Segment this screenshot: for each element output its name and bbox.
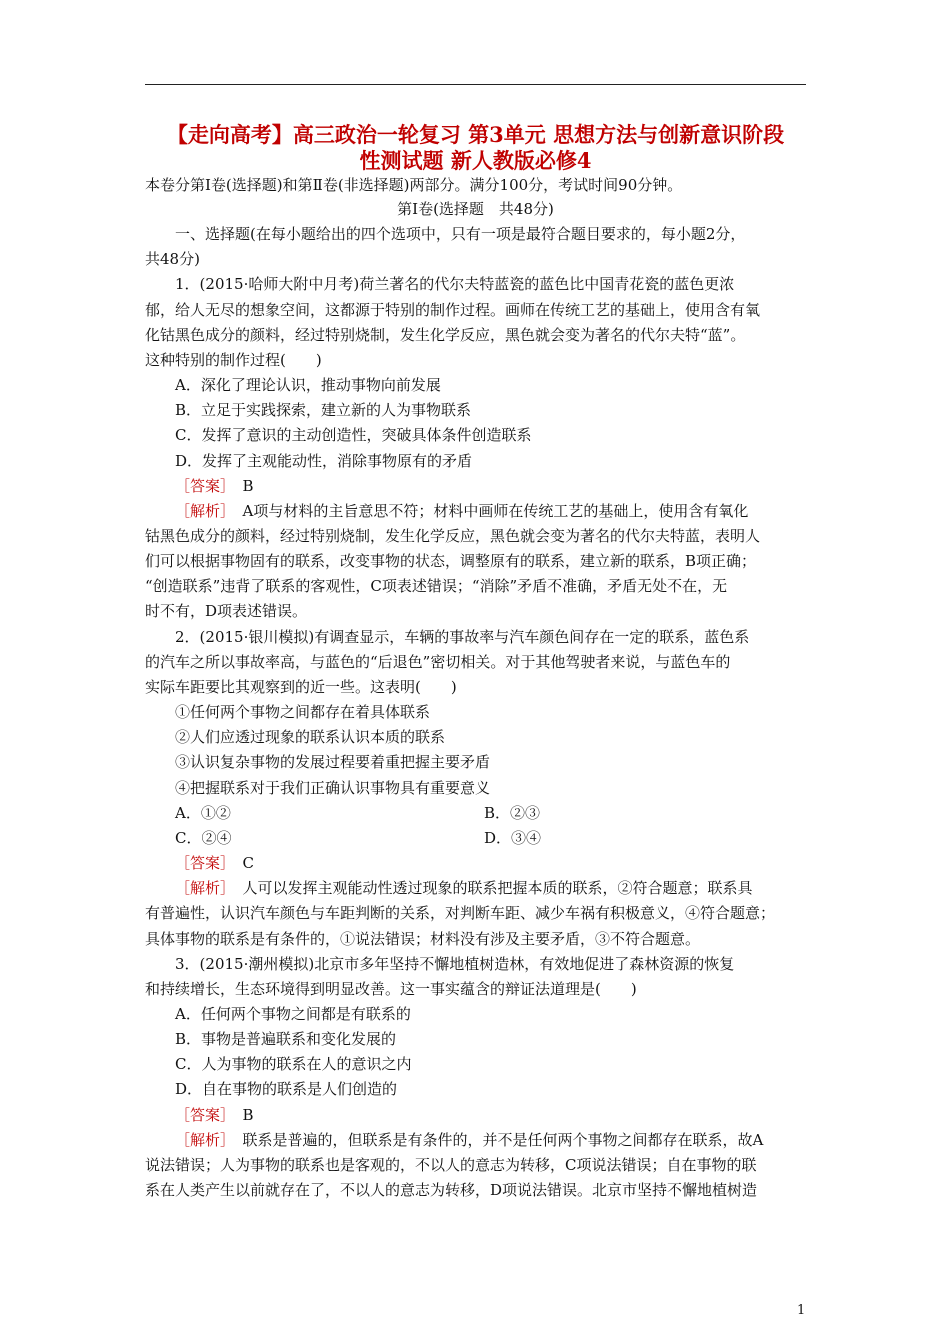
q1-stem-line: 化钴黑色成分的颜料，经过特别烧制，发生化学反应，黑色就会变为著名的代尔夫特“蓝”。 [145, 326, 746, 344]
q3-answer [175, 1105, 254, 1125]
q2-item-4: ④把握联系对于我们正确认识事物具有重要意义 [175, 779, 491, 797]
q3-option-d: D．自在事物的联系是人们创造的 [175, 1080, 398, 1098]
q3-analysis-line: 系在人类产生以前就存在了，不以人的意志为转移，D项说法错误。北京市坚持不懈地植树造 [145, 1181, 758, 1199]
q2-analysis-line [175, 878, 753, 898]
q2-item-2: ②人们应透过现象的联系认识本质的联系 [175, 728, 446, 746]
q2-stem-line: 的汽车之所以事故率高，与蓝色的“后退色”密切相关。对于其他驾驶者来说，与蓝色车的 [145, 653, 731, 671]
q2-item-1: ①任何两个事物之间都存在着具体联系 [175, 703, 431, 721]
q2-item-3: ③认识复杂事物的发展过程要着重把握主要矛盾 [175, 753, 491, 771]
q2-option-d: D．③④ [484, 829, 542, 847]
part1-heading-line-1: 一、选择题(在每小题给出的四个选项中，只有一项是最符合题目要求的，每小题2分， [175, 225, 746, 243]
q3-analysis-text: 联系是普遍的，但联系是有条件的，并不是任何两个事物之间都存在联系，故A [242, 1131, 764, 1149]
q2-answer-value: C [242, 854, 255, 872]
intro-text: 本卷分第Ⅰ卷(选择题)和第Ⅱ卷(非选择题)两部分。满分100分，考试时间90分钟。 [145, 176, 683, 194]
q1-analysis-line: “创造联系”违背了联系的客观性，C项表述错误；“消除”矛盾不准确，矛盾无处不在，无 [145, 577, 728, 595]
q2-stem-line: 2．(2015·银川模拟)有调查显示，车辆的事故率与汽车颜色间存在一定的联系，蓝色系 [175, 628, 750, 646]
q3-analysis-line [175, 1130, 763, 1150]
header-rule [145, 84, 806, 85]
q3-option-b: B．事物是普遍联系和变化发展的 [175, 1030, 397, 1048]
q3-stem-line: 和持续增长，生态环境得到明显改善。这一事实蕴含的辩证法道理是( ) [145, 980, 637, 998]
q1-answer [175, 476, 254, 496]
document-title-line-1: 【走向高考】高三政治一轮复习 第3单元 思想方法与创新意识阶段 [166, 122, 785, 147]
document-title-line-2: 性测试题 新人教版必修4 [359, 148, 592, 173]
q3-analysis-line: 说法错误；人为事物的联系也是客观的，不以人的意志为转移，C项说法错误；自在事物的联 [145, 1156, 757, 1174]
answer-label: ［答案］ [175, 1106, 228, 1124]
q1-option-b: B．立足于实践探索，建立新的人为事物联系 [175, 401, 472, 419]
q1-stem-line: 1．(2015·哈师大附中月考)荷兰著名的代尔夫特蓝瓷的蓝色比中国青花瓷的蓝色更浓 [175, 275, 735, 293]
answer-label: ［答案］ [175, 477, 228, 495]
q1-analysis-line: 钴黑色成分的颜料，经过特别烧制，发生化学反应，黑色就会变为著名的代尔夫特蓝，表明人 [145, 527, 761, 545]
analysis-label: ［解析］ [175, 502, 228, 520]
page-number: 1 [797, 1303, 806, 1318]
q1-stem-line: 这种特别的制作过程( ) [145, 351, 322, 369]
q1-option-d: D．发挥了主观能动性，消除事物原有的矛盾 [175, 452, 473, 470]
answer-label: ［答案］ [175, 854, 228, 872]
analysis-label: ［解析］ [175, 879, 228, 897]
q2-stem-line: 实际车距要比其观察到的近一些。这表明( ) [145, 678, 457, 696]
q2-analysis-line: 具体事物的联系是有条件的，①说法错误；材料没有涉及主要矛盾，③不符合题意。 [145, 930, 701, 948]
q1-analysis-line [175, 501, 748, 521]
q3-option-a: A．任何两个事物之间都是有联系的 [175, 1005, 411, 1023]
q3-option-c: C．人为事物的联系在人的意识之内 [175, 1055, 412, 1073]
q1-analysis-line: 们可以根据事物固有的联系，改变事物的状态，调整原有的联系，建立新的联系，B项正确； [145, 552, 757, 570]
q1-analysis-line: 时不有，D项表述错误。 [145, 602, 308, 620]
q3-stem-line: 3．(2015·潮州模拟)北京市多年坚持不懈地植树造林，有效地促进了森林资源的恢复 [175, 955, 735, 973]
analysis-label: ［解析］ [175, 1131, 228, 1149]
q1-option-c: C．发挥了意识的主动创造性，突破具体条件创造联系 [175, 426, 532, 444]
q3-answer-value: B [242, 1106, 254, 1124]
section-title: 第Ⅰ卷(选择题 共48分) [397, 200, 554, 218]
q2-answer [175, 853, 254, 873]
q1-option-a: A．深化了理论认识，推动事物向前发展 [175, 376, 441, 394]
q1-analysis-text: A项与材料的主旨意思不符；材料中画师在传统工艺的基础上，使用含有氧化 [242, 502, 749, 520]
part1-heading-line-2: 共48分) [145, 250, 200, 268]
q2-analysis-line: 有普遍性，认识汽车颜色与车距判断的关系，对判断车距、减少车祸有积极意义，④符合题意； [145, 904, 776, 922]
q2-option-a: A．①② [175, 804, 231, 822]
q2-option-b: B．②③ [484, 804, 541, 822]
q2-analysis-text: 人可以发挥主观能动性透过现象的联系把握本质的联系，②符合题意；联系具 [242, 879, 753, 897]
q1-answer-value: B [242, 477, 254, 495]
q1-stem-line: 郁，给人无尽的想象空间，这都源于特别的制作过程。画师在传统工艺的基础上，使用含有氧 [145, 301, 761, 319]
q2-option-c: C．②④ [175, 829, 232, 847]
